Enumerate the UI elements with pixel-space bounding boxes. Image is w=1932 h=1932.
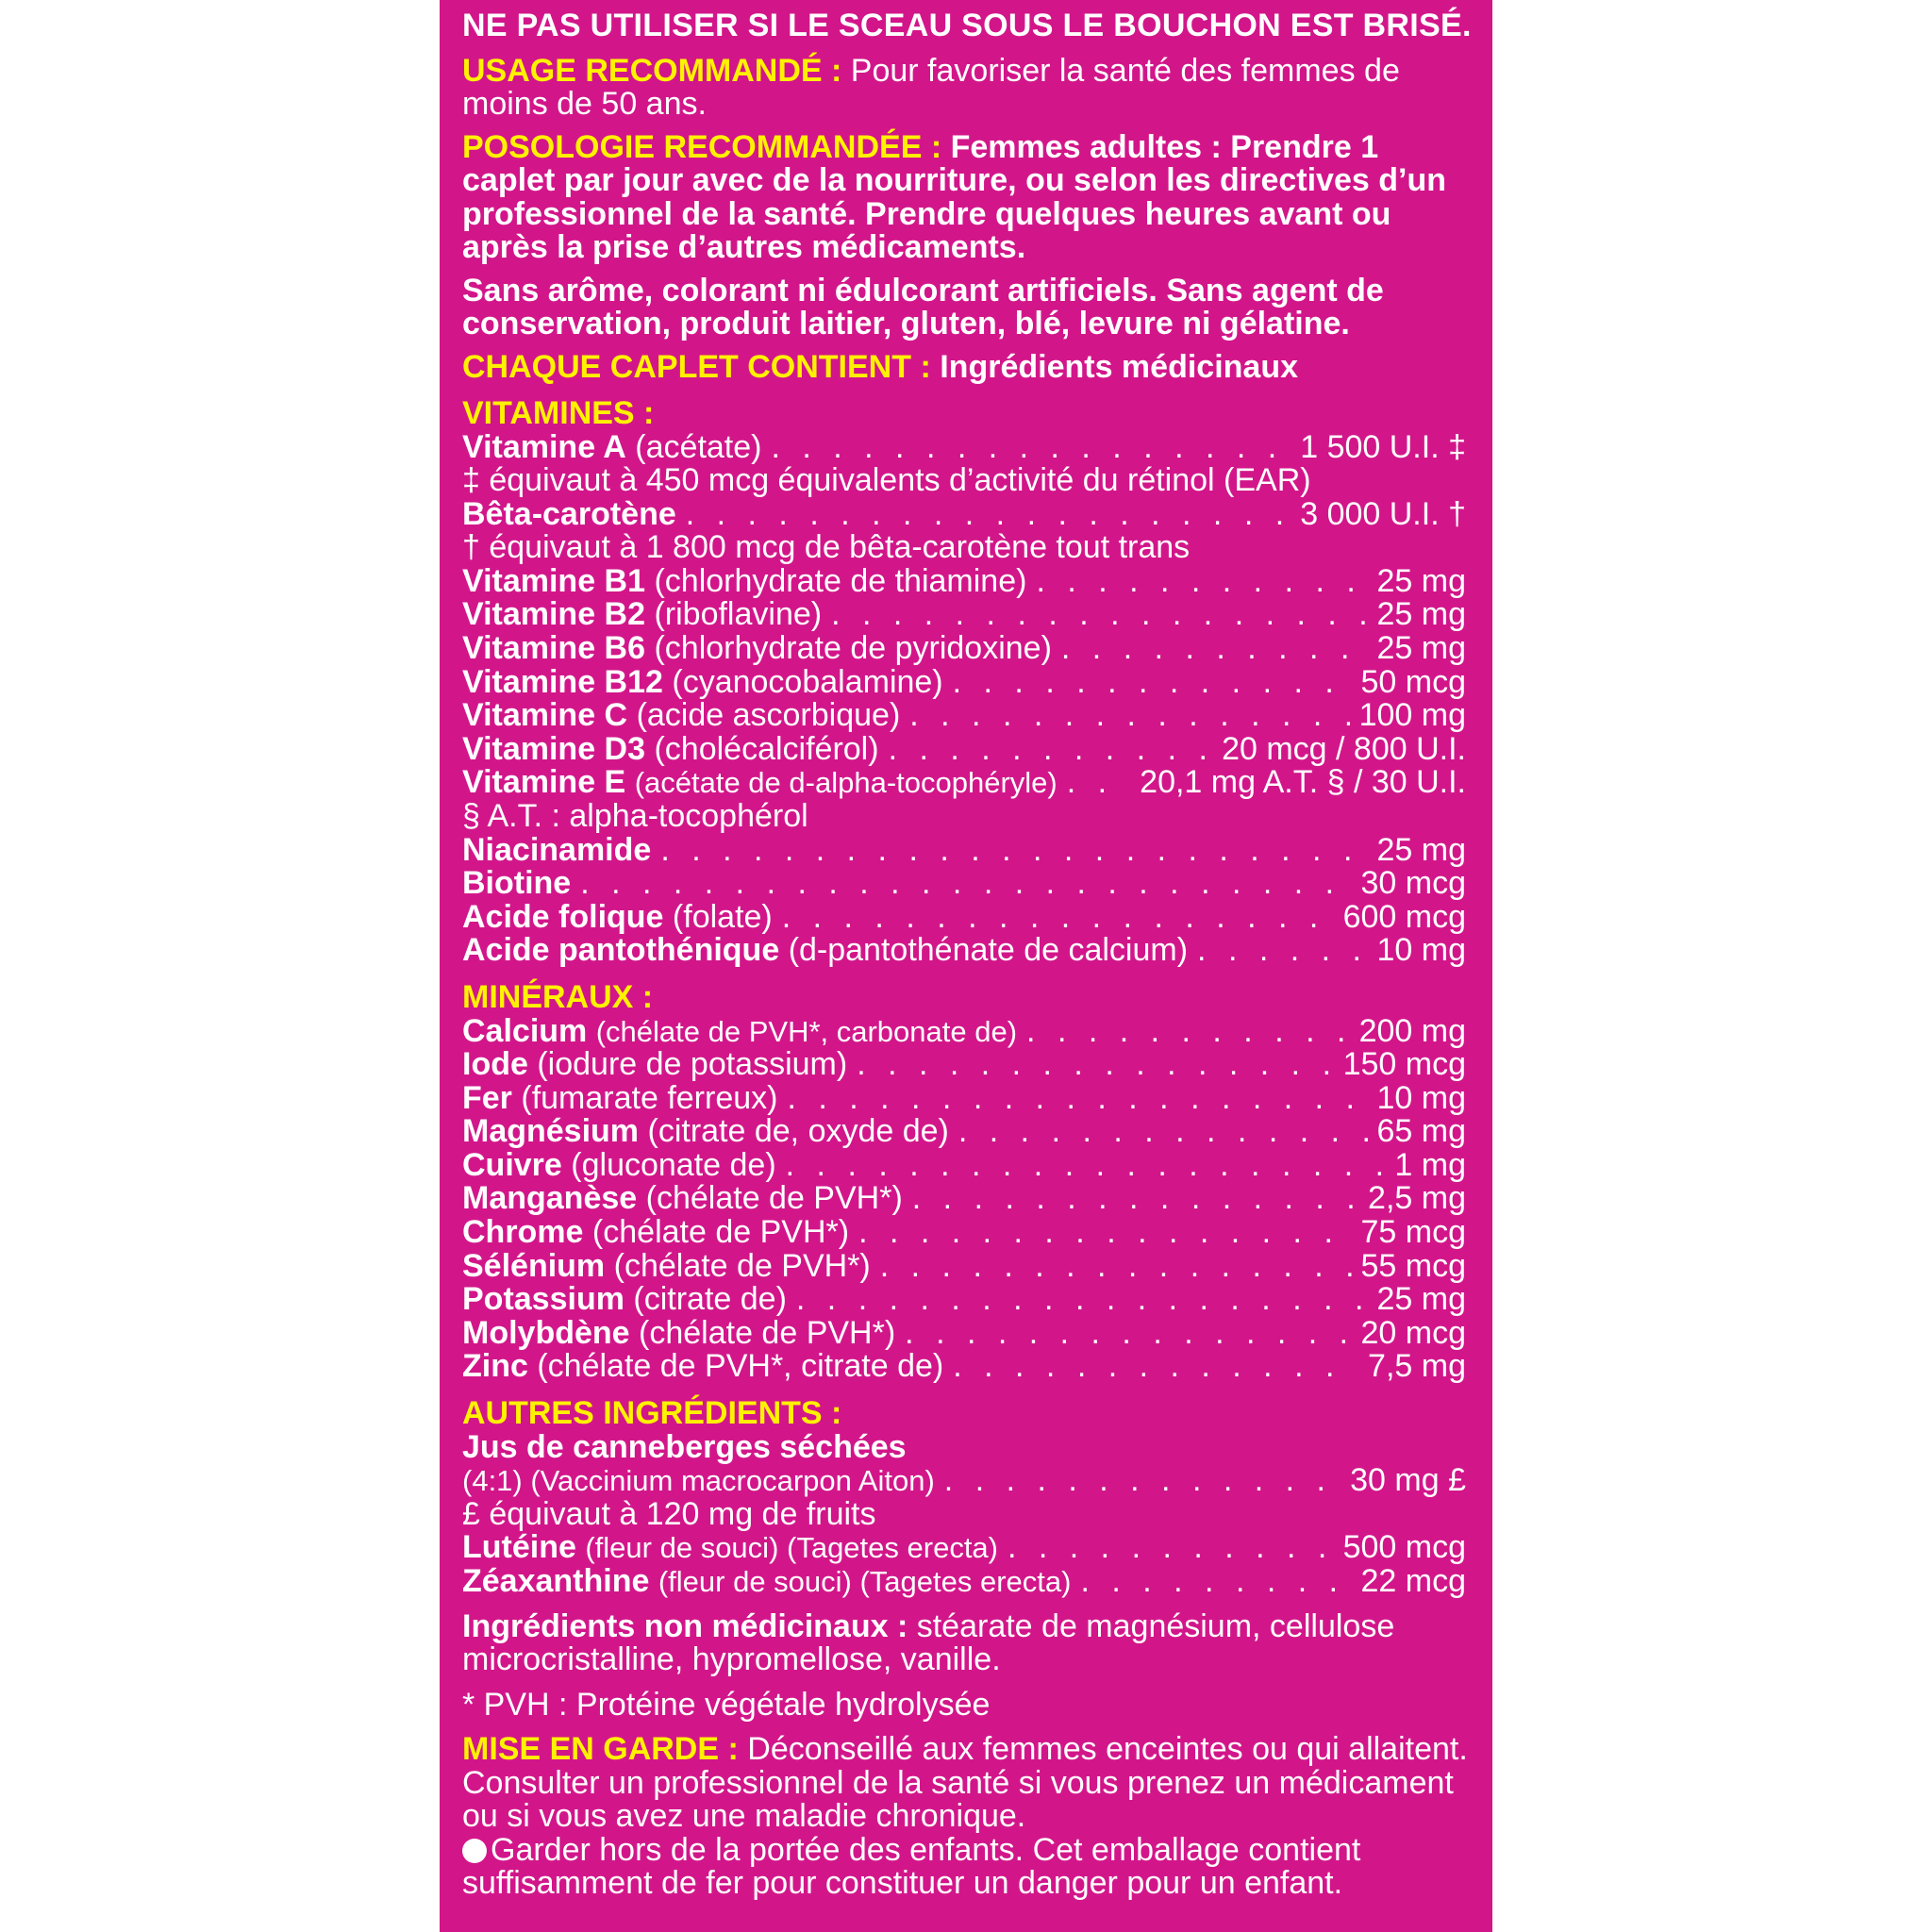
leader-dots (909, 699, 1349, 733)
ingredient-label (462, 699, 900, 733)
ingredient-amount: 25 mg (1376, 596, 1466, 633)
ingredient-label (462, 1464, 935, 1498)
ingredient-amount: 3 000 U.I. † (1300, 495, 1466, 532)
contents-label: CHAQUE CAPLET CONTIENT : (462, 348, 931, 385)
dosage-lead: Femmes adultes : (950, 128, 1222, 165)
caution-text: Déconseillé aux femmes enceintes ou qui allaitent. Consulter un professionnel de la santé si vous prenez un médicament ou si vous avez une maladie chronique. (462, 1731, 1468, 1834)
ingredient-row (462, 1464, 1479, 1498)
ingredient-name: Sélénium (462, 1247, 606, 1284)
contents-text: Ingrédients médicinaux (940, 348, 1298, 385)
child-warning (462, 1831, 1479, 1901)
ingredient-row (462, 1146, 1479, 1183)
leader-dots (787, 1082, 1367, 1116)
ingredient-amount: 20,1 mg A.T. § / 30 U.I. (1140, 764, 1466, 801)
footnote: £ équivaut à 120 mg de fruits (462, 1495, 876, 1532)
ingredient-amount: 50 mcg (1360, 663, 1466, 700)
ingredient-name: Zéaxanthine (462, 1562, 650, 1599)
leader-dots (953, 1350, 1358, 1384)
leader-dots (1008, 1531, 1334, 1565)
ingredient-label (462, 867, 571, 901)
dosage-text: Prendre 1 caplet par jour avec de la nourriture, ou selon les directives d’un professionnel de la santé. Prendre quelques heures avant ou après la prise d’autres médicaments. (462, 128, 1446, 265)
ingredient-source: (folate) (672, 898, 773, 935)
leader-dots (786, 1149, 1386, 1183)
ingredient-source: (acétate de d-alpha-tocophéryle) (634, 766, 1058, 800)
ingredient-label (462, 1247, 871, 1284)
ingredient-amount: 30 mcg (1360, 865, 1466, 902)
leader-dots (912, 1182, 1358, 1216)
leader-dots (1197, 934, 1367, 968)
ingredient-amount: 22 mcg (1360, 1562, 1466, 1599)
ingredient-row (462, 1048, 1479, 1082)
ingredient-name: Vitamine A (462, 428, 626, 465)
ingredient-name: Cuivre (462, 1146, 562, 1183)
ingredient-row (462, 1283, 1479, 1317)
ingredient-label (462, 632, 1052, 666)
others-list (462, 1428, 1479, 1599)
minerals-heading: MINÉRAUX : (462, 979, 654, 1015)
ingredient-name: Niacinamide (462, 831, 652, 868)
ingredient-source: (citrate de) (633, 1281, 787, 1318)
ingredient-row (462, 1314, 1479, 1351)
ingredient-row (462, 428, 1479, 465)
ingredient-name: Vitamine B12 (462, 663, 663, 700)
ingredient-label (462, 1048, 847, 1082)
ingredient-label (462, 1531, 998, 1565)
ingredient-source: (chélate de PVH*) (645, 1180, 903, 1217)
ingredient-source: (gluconate de) (571, 1146, 776, 1183)
ingredient-name: Vitamine E (462, 764, 626, 801)
leader-dots (880, 1250, 1352, 1284)
others-heading: AUTRES INGRÉDIENTS : (462, 1395, 842, 1432)
usage-label: USAGE RECOMMANDÉ : (462, 52, 842, 89)
ingredient-label (462, 1216, 849, 1250)
ingredient-source: (chlorhydrate de pyridoxine) (654, 630, 1052, 667)
footnote: § A.T. : alpha-tocophérol (462, 798, 808, 835)
ingredient-name: Iode (462, 1046, 528, 1083)
leader-dots (953, 666, 1352, 700)
ingredient-source: (chélate de PVH*, citrate de) (537, 1348, 944, 1385)
ingredient-row (462, 632, 1479, 666)
ingredient-row (462, 1012, 1479, 1049)
ingredient-name: Calcium (462, 1012, 588, 1049)
ingredient-row (462, 898, 1479, 935)
leader-dots (796, 1283, 1368, 1317)
leader-dots (889, 733, 1213, 767)
ingredient-name: Fer (462, 1079, 512, 1116)
ingredient-amount: 2,5 mg (1368, 1180, 1466, 1217)
ingredient-name: Bêta-carotène (462, 495, 676, 532)
footnote: ‡ équivaut à 450 mcg équivalents d’activité du rétinol (EAR) (462, 462, 1311, 499)
ingredient-name: Vitamine C (462, 697, 628, 734)
ingredient-row (462, 1350, 1479, 1384)
label-panel (440, 0, 1492, 1932)
ingredient-amount: 10 mg (1376, 1079, 1466, 1116)
ingredient-amount: 20 mcg (1360, 1314, 1466, 1351)
ingredient-row (462, 699, 1479, 733)
ingredient-row (462, 766, 1479, 800)
non-medicinal-section (462, 1607, 1479, 1677)
vitamins-list (462, 428, 1479, 969)
ingredient-source: (fleur de souci) (Tagetes erecta) (658, 1564, 1072, 1598)
leader-dots (858, 1216, 1351, 1250)
ingredient-name: Potassium (462, 1281, 625, 1318)
leader-dots (1067, 766, 1130, 800)
leader-dots (580, 867, 1351, 901)
leader-dots (1061, 632, 1368, 666)
ingredient-amount: 600 mcg (1342, 898, 1466, 935)
ingredient-label (462, 831, 652, 868)
leader-dots (1080, 1565, 1351, 1599)
ingredient-name: Lutéine (462, 1529, 576, 1566)
ingredient-amount: 500 mcg (1342, 1529, 1466, 1566)
ingredient-source: (fumarate ferreux) (521, 1079, 778, 1116)
leader-dots (958, 1115, 1368, 1149)
ingredient-row (462, 1216, 1479, 1250)
leader-dots (905, 1317, 1351, 1351)
ingredient-name: Chrome (462, 1214, 584, 1251)
ingredient-label (462, 1182, 903, 1216)
leader-dots (686, 498, 1291, 532)
ingredient-label (462, 663, 943, 700)
ingredient-name: Manganèse (462, 1180, 638, 1217)
minerals-list (462, 1012, 1479, 1385)
ingredient-label (462, 1314, 896, 1351)
vitamins-heading: VITAMINES : (462, 395, 655, 431)
ingredient-row (462, 730, 1479, 767)
ingredient-source: (chélate de PVH*) (613, 1247, 871, 1284)
non-medicinal-text: stéarate de magnésium, cellulose microcristalline, hypromellose, vanille. (462, 1607, 1395, 1677)
ingredient-amount: 75 mcg (1360, 1214, 1466, 1251)
ingredient-name: Vitamine B1 (462, 562, 646, 599)
ingredient-name: Magnésium (462, 1113, 640, 1150)
ingredient-label (462, 562, 1027, 599)
ingredient-amount: 30 mg £ (1350, 1462, 1466, 1499)
ingredient-source: (citrate de, oxyde de) (647, 1113, 949, 1150)
ingredient-label (462, 428, 762, 465)
ingredient-row (462, 1247, 1479, 1284)
seal-warning: NE PAS UTILISER SI LE SCEAU SOUS LE BOUCHON EST BRISÉ. (462, 8, 1472, 43)
ingredient-row (462, 598, 1479, 632)
ingredient-source: (acide ascorbique) (636, 697, 901, 734)
ingredient-label (462, 898, 773, 935)
ingredient-name: Molybdène (462, 1314, 630, 1351)
ingredient-amount: 150 mcg (1342, 1046, 1466, 1083)
ingredient-amount: 20 mcg / 800 U.I. (1222, 730, 1466, 767)
contents-line (462, 348, 1479, 385)
ingredient-label (462, 1079, 778, 1116)
caution-section (462, 1733, 1479, 1834)
ingredient-amount: 25 mg (1376, 562, 1466, 599)
ingredient-amount: 1 500 U.I. ‡ (1300, 428, 1466, 465)
ingredient-label (462, 1283, 787, 1317)
ingredient-name: Zinc (462, 1348, 528, 1385)
warning-bullet-icon (462, 1839, 487, 1863)
ingredient-source: (cholécalciférol) (654, 730, 879, 767)
caution-label: MISE EN GARDE : (462, 1731, 739, 1767)
free-from-statement: Sans arôme, colorant ni édulcorant artificiels. Sans agent de conservation, produit laitier, gluten, blé, levure ni gélatine. (462, 272, 1384, 341)
ingredient-amount: 55 mcg (1360, 1247, 1466, 1284)
ingredient-row (462, 934, 1479, 968)
usage-text: Pour favoriser la santé des femmes de moins de 50 ans. (462, 52, 1400, 122)
ingredient-source: (cyanocobalamine) (672, 663, 943, 700)
ingredient-label (462, 1115, 949, 1149)
ingredient-label (462, 495, 676, 532)
leader-dots (1026, 1015, 1350, 1049)
dosage-label: POSOLOGIE RECOMMANDÉE : (462, 128, 942, 165)
ingredient-name: Vitamine B2 (462, 596, 646, 633)
ingredient-name: Acide pantothénique (462, 932, 780, 969)
ingredient-source: (chlorhydrate de thiamine) (654, 562, 1027, 599)
ingredient-amount: 7,5 mg (1368, 1348, 1466, 1385)
leader-dots (660, 834, 1367, 868)
footnote: † équivaut à 1 800 mcg de bêta-carotène tout trans (462, 529, 1191, 566)
leader-dots (1036, 565, 1367, 599)
ingredient-label (462, 1350, 943, 1384)
ingredient-amount: 10 mg (1376, 932, 1466, 969)
ingredient-row (462, 562, 1479, 599)
leader-dots (831, 598, 1367, 632)
pvh-note: * PVH : Protéine végétale hydrolysée (462, 1686, 991, 1723)
leader-dots (857, 1048, 1333, 1082)
ingredient-row (462, 663, 1479, 700)
ingredient-source: (riboflavine) (654, 596, 823, 633)
ingredient-source: (chélate de PVH*) (639, 1314, 896, 1351)
ingredient-name: Vitamine D3 (462, 730, 646, 767)
ingredient-label (462, 730, 879, 767)
leader-dots (771, 431, 1291, 465)
ingredient-label (462, 1562, 1072, 1599)
ingredient-row (462, 1115, 1479, 1149)
ingredient-name: Biotine (462, 865, 572, 902)
ingredient-amount: 25 mg (1376, 630, 1466, 667)
dosage-section (462, 128, 1479, 265)
ingredient-row (462, 1182, 1479, 1216)
usage-section (462, 52, 1479, 122)
ingredient-label (462, 766, 1058, 800)
ingredient-amount: 1 mg (1394, 1146, 1466, 1183)
ingredient-source: (fleur de souci) (Tagetes erecta) (585, 1531, 998, 1565)
ingredient-label (462, 1146, 776, 1183)
ingredient-name: Vitamine B6 (462, 630, 646, 667)
ingredient-amount: 65 mg (1376, 1113, 1466, 1150)
ingredient-amount: 100 mg (1358, 697, 1466, 734)
leader-dots (782, 901, 1334, 935)
ingredient-row (462, 1562, 1479, 1599)
ingredient-row (462, 495, 1479, 532)
ingredient-label (462, 1012, 1018, 1049)
ingredient-row (462, 1079, 1479, 1116)
ingredient-row (462, 1531, 1479, 1565)
child-warning-text: Garder hors de la portée des enfants. Cet emballage contient suffisamment de fer pour constituer un danger pour un enfant. (462, 1831, 1361, 1901)
ingredient-amount: 25 mg (1376, 1281, 1466, 1318)
ingredient-amount: 25 mg (1376, 831, 1466, 868)
ingredient-amount: 200 mg (1358, 1012, 1466, 1049)
ingredient-source: (d-pantothénate de calcium) (788, 932, 1189, 969)
ingredient-source: (chélate de PVH*) (591, 1214, 850, 1251)
ingredient-label (462, 934, 1188, 968)
ingredient-source: (iodure de potassium) (537, 1046, 848, 1083)
ingredient-name: Acide folique (462, 898, 664, 935)
ingredient-title: Jus de canneberges séchées (462, 1428, 907, 1465)
ingredient-source: (4:1) (Vaccinium macrocarpon Aiton) (462, 1464, 935, 1498)
ingredient-source: (acétate) (635, 428, 762, 465)
leader-dots (944, 1464, 1341, 1498)
non-medicinal-label: Ingrédients non médicinaux : (462, 1607, 908, 1644)
ingredient-row (462, 867, 1479, 901)
ingredient-source: (chélate de PVH*, carbonate de) (595, 1014, 1018, 1048)
ingredient-label (462, 598, 822, 632)
ingredient-row (462, 831, 1479, 868)
